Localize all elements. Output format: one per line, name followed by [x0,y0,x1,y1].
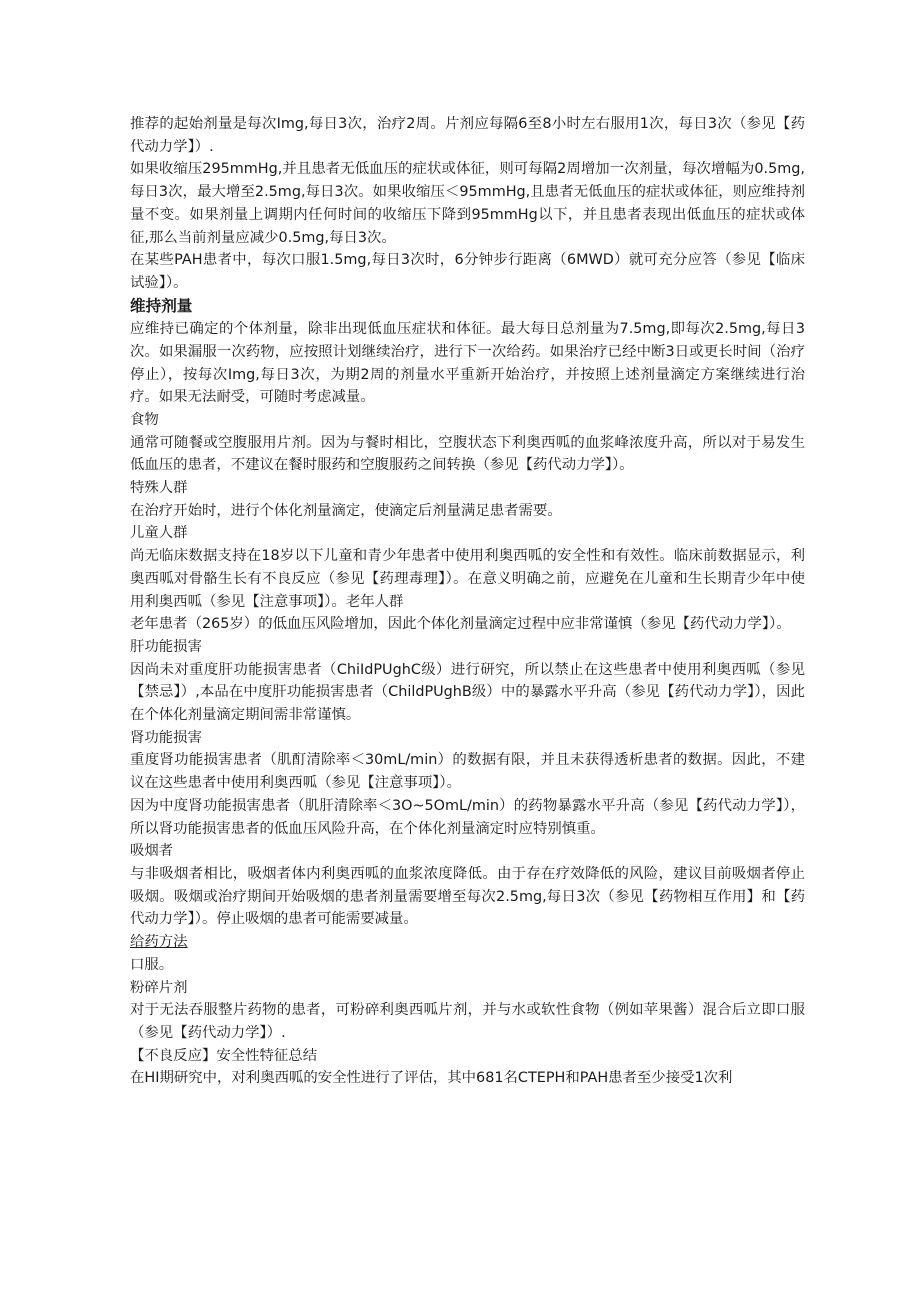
paragraph-maintenance: 应维持已确定的个体剂量，除非出现低血压症状和体征。最大每日总剂量为7.5mg,即每次2.5mg,每日3次。如果漏服一次药物，应按照计划继续治疗，进行下一次给药。如果治疗已经中断3日或更长时间（治疗停止），按每次Img,每日3次，为期2周的剂量水平重新开始治疗，并按照上述剂量滴定方案继续进行治疗。如果无法耐受，可随时考虑减量。 [130,321,805,406]
subheading-food: 食物 [130,411,159,428]
subheading-special-populations: 特殊人群 [130,480,188,497]
document-page [130,113,805,1090]
paragraph-special-populations: 在治疗开始时，进行个体化剂量滴定，使滴定后剂量满足患者需要。 [130,502,562,519]
subheading-crushed-tablets: 粉碎片剂 [130,979,188,996]
subheading-pediatric: 儿童人群 [130,525,188,542]
subheading-administration: 给药方法 [130,934,188,951]
paragraph-pediatric: 尚无临床数据支持在18岁以下儿童和青少年患者中使用利奥西呱的安全性和有效性。临床前数据显示，利奥西呱对骨骼生长有不良反应（参见【药理毒理】）。在意义明确之前，应避免在儿童和生长期青少年中使用利奥西呱（参见【注意事项】）。老年人群 [130,548,805,610]
subheading-adverse-reactions: 【不良反应】安全性特征总结 [130,1047,318,1064]
paragraph-dose-titration: 如果收缩压295mmHg,并且患者无低血压的症状或体征，则可每隔2周增加一次剂量，每次增幅为0.5mg,每日3次，最大增至2.5mg,每日3次。如果收缩压＜95mmHg,且患者无低血压的症状或体征，则应维持剂量不变。如果剂量上调期内任何时间的收缩压下降到95mmHg以下，并且患者表现出低血压的症状或体征,那么当前剂量应减少0.5mg,每日3次。 [130,161,805,246]
paragraph-smokers: 与非吸烟者相比，吸烟者体内利奥西呱的血浆浓度降低。由于存在疗效降低的风险，建议目前吸烟者停止吸烟。吸烟或治疗期间开始吸烟的患者剂量需要增至每次2.5mg,每日3次（参见【药物相互作用】和【药代动力学】）。停止吸烟的患者可能需要减量。 [130,866,805,928]
heading-maintenance-dose: 维持剂量 [130,296,193,315]
paragraph-crushed-tablets: 对于无法吞服整片药物的患者，可粉碎利奥西呱片剂，并与水或软性食物（例如苹果酱）混合后立即口服（参见【药代动力学】）. [130,1002,805,1041]
paragraph-renal-severe: 重度肾功能损害患者（肌酊清除率＜30mL∕min）的数据有限，并且未获得透析患者的数据。因此，不建议在这些患者中使用利奥西呱（参见【注意事项】）。 [130,752,805,792]
subheading-hepatic: 肝功能损害 [130,638,202,655]
subheading-renal: 肾功能损害 [130,729,202,746]
paragraph-food: 通常可随餐或空腹服用片剂。因为与餐时相比，空腹状态下利奥西呱的血浆峰浓度升高，所以对于易发生低血压的患者，不建议在餐时服药和空腹服药之间转换（参见【药代动力学】）。 [130,434,805,474]
paragraph-pah-response: 在某些PAH患者中，每次口服1.5mg,每日3次时，6分钟步行距离（6MWD）就可充分应答（参见【临床试验】）。 [130,252,805,291]
paragraph-starting-dose: 推荐的起始剂量是每次Img,每日3次，治疗2周。片剂应每隔6至8小时左右服用1次，每日3次（参见【药代动力学】）. [130,116,805,155]
paragraph-oral: 口服。 [130,956,174,973]
paragraph-safety-study: 在HI期研究中，对利奥西呱的安全性进行了评估，其中681名CTEPH和PAH患者至少接受1次利 [130,1070,733,1087]
paragraph-renal-moderate: 因为中度肾功能损害患者（肌肝清除率＜3O~5OmL∕min）的药物暴露水平升高（参见【药代动力学】），所以肾功能损害患者的低血压风险升高，在个体化剂量滴定时应特别慎重。 [130,797,805,837]
paragraph-elderly: 老年患者（265岁）的低血压风险增加，因此个体化剂量滴定过程中应非常谨慎（参见【药代动力学】）。 [130,616,791,633]
paragraph-hepatic: 因尚未对重度肝功能损害患者（ChiIdPUghC级）进行研究，所以禁止在这些患者中使用利奥西呱（参见【禁忌】）,本品在中度肝功能损害患者（ChildPUghB级）中的暴露水平升高（参见【药代动力学】），因此在个体化剂量滴定期间需非常谨慎。 [130,661,805,724]
subheading-smokers: 吸烟者 [130,843,174,860]
